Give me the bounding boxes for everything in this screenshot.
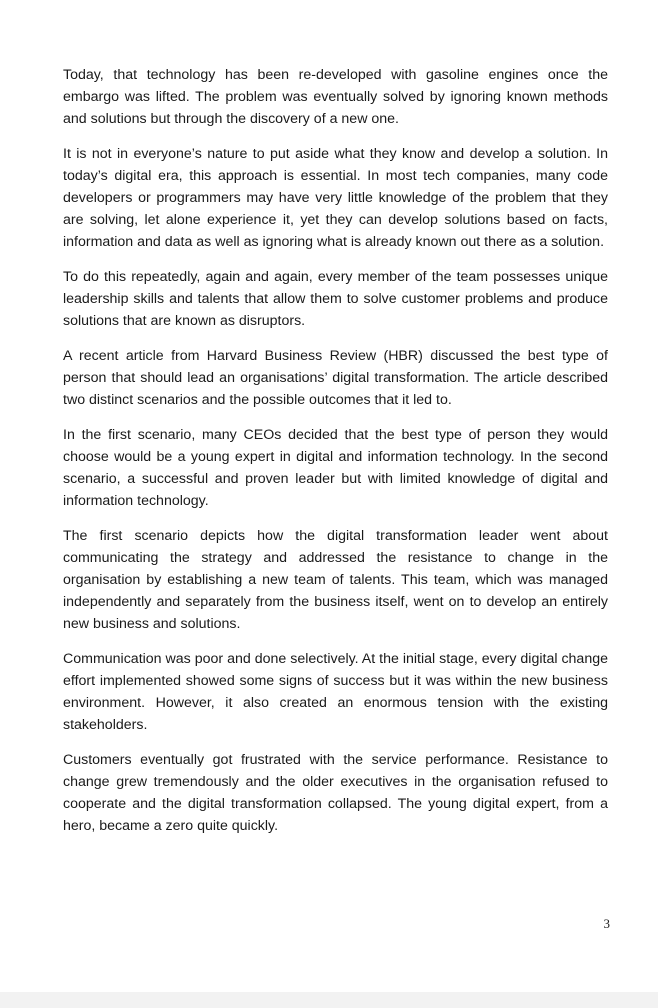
paragraph: Customers eventually got frustrated with the service performance. Resistance to change grew tremendously and the older executives in the organisation refused to cooperate and the digital transformation collapsed. The young digital expert, from a hero, became a zero quite quickly. [63,752,608,834]
paragraph: It is not in everyone’s nature to put aside what they know and develop a solution. In today’s digital era, this approach is essential. In most tech companies, many code developers or programmers may have very little knowledge of the problem that they are solving, let alone experience it, yet they can develop solutions based on facts, information and data as well as ignoring what is already known out there as a solution. [63,146,608,250]
paragraph: A recent article from Harvard Business Review (HBR) discussed the best type of person that should lead an organisations’ digital transformation. The article described two distinct scenarios and the possible outcomes that it led to. [63,348,608,408]
paragraph: Today, that technology has been re-developed with gasoline engines once the embargo was lifted. The problem was eventually solved by ignoring known methods and solutions but through the discovery of a new one. [63,67,608,127]
paragraph: To do this repeatedly, again and again, every member of the team possesses unique leadership skills and talents that allow them to solve customer problems and produce solutions that are known as disruptors. [63,269,608,329]
page-number: 3 [603,916,610,931]
paragraph: Communication was poor and done selectively. At the initial stage, every digital change effort implemented showed some signs of success but it was within the new business environment. However, it also created an enormous tension with the existing stakeholders. [63,651,608,733]
paragraph: The first scenario depicts how the digital transformation leader went about communicating the strategy and addressed the resistance to change in the organisation by establishing a new team of talents. This team, which was managed independently and separately from the business itself, went on to develop an entirely new business and solutions. [63,528,608,632]
page-bottom-margin [0,992,658,1008]
body-text [63,64,608,850]
paragraph: In the first scenario, many CEOs decided that the best type of person they would choose would be a young expert in digital and information technology. In the second scenario, a successful and proven leader but with limited knowledge of digital and information technology. [63,427,608,509]
